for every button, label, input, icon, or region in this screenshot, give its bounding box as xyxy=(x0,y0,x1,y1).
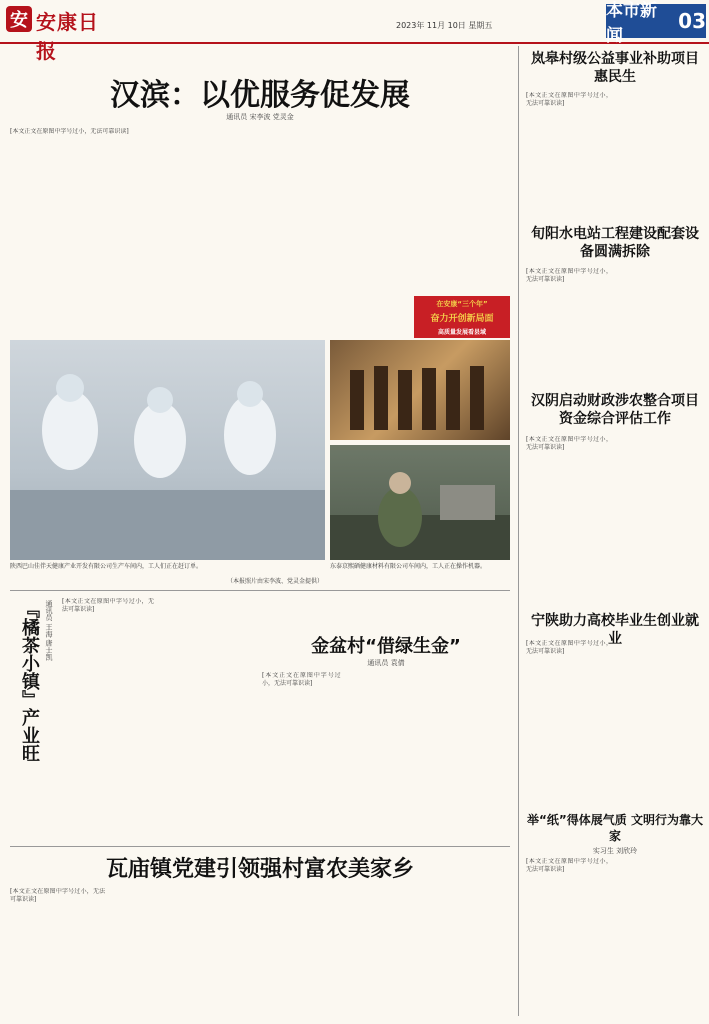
promo-line-2: 奋力开创新局面 xyxy=(430,314,494,324)
masthead xyxy=(0,0,709,63)
a3-headline: 汉阴启动财政涉农整合项目资金综合评估工作 xyxy=(531,393,699,427)
page-number: 03 xyxy=(678,9,706,33)
lead-photo-left-caption: 陕西巴山佳伴天健康产业开发有限公司生产车间内，工人们正在赶订单。 xyxy=(10,563,203,570)
a2-body: [本文正文在原图中字号过小，无法可靠识读] xyxy=(526,268,612,283)
center-byline: 通讯员 袁倩 xyxy=(367,659,405,667)
vertical-headline: 『橘茶小镇』产业旺 xyxy=(19,600,40,762)
vertical-byline: 通讯员 王海 唐士凯 xyxy=(45,600,53,661)
lead-photo-right-caption: 东泰京熙硒健康材料有限公司车间内，工人正在操作机器。 xyxy=(330,563,487,570)
lead-photo-credit: （本报照片由宋李波、党灵金提供） xyxy=(226,578,323,585)
lead-body: [本文正文在原图中字号过小，无法可靠识读] xyxy=(10,128,129,135)
a1-body: [本文正文在原图中字号过小，无法可靠识读] xyxy=(526,92,612,107)
lead-headline: 汉滨：以优服务促发展 xyxy=(110,78,410,113)
promo-banner xyxy=(414,296,510,338)
workers-illustration xyxy=(10,340,325,560)
a5-byline: 实习生 刘欣玲 xyxy=(592,847,638,855)
bottles-illustration xyxy=(330,340,510,440)
svg-text:安: 安 xyxy=(10,10,29,31)
bottom-divider xyxy=(10,846,510,847)
promo-line-1: 在安康“三个年” xyxy=(436,300,488,308)
a4-body: [本文正文在原图中字号过小，无法可靠识读] xyxy=(526,640,612,655)
center-body: [本文正文在原图中字号过小，无法可靠识读] xyxy=(262,672,341,687)
a1-headline: 岚皋村级公益事业补助项目惠民生 xyxy=(531,51,699,85)
lead-photo-left xyxy=(10,340,325,560)
newspaper-logo xyxy=(4,2,114,63)
vertical-body: [本文正文在原图中字号过小，无法可靠识读] xyxy=(62,598,154,613)
column-divider xyxy=(518,46,519,1016)
a4-headline: 宁陕助力高校毕业生创业就业 xyxy=(531,613,699,647)
a5-headline: 举“纸”得体展气质 文明行为靠大家 xyxy=(527,813,703,843)
dateline: 2023年 11月 10日 星期五 xyxy=(396,21,493,30)
section-tag xyxy=(606,1,706,46)
bottom-body: [本文正文在原图中字号过小，无法可靠识读] xyxy=(10,888,106,903)
lead-photo-right-top xyxy=(330,340,510,440)
section-name: 本市新闻 xyxy=(606,1,657,46)
paper-name: 安康日报 xyxy=(36,10,99,63)
lead-bottom-divider xyxy=(10,590,510,591)
lead-byline: 通讯员 宋李波 党灵金 xyxy=(226,113,294,121)
worker-machine-illustration xyxy=(330,445,510,560)
promo-line-3: 高质量发展看县域 xyxy=(437,329,486,336)
bottom-headline: 瓦庙镇党建引领强村富农美家乡 xyxy=(105,857,414,882)
a3-body: [本文正文在原图中字号过小，无法可靠识读] xyxy=(526,436,612,451)
a2-headline: 旬阳水电站工程建设配套设备圆满拆除 xyxy=(531,226,699,260)
center-headline: 金盆村“借绿生金” xyxy=(311,636,461,657)
lead-photo-right-bottom xyxy=(330,445,510,560)
a5-body: [本文正文在原图中字号过小，无法可靠识读] xyxy=(526,858,612,873)
